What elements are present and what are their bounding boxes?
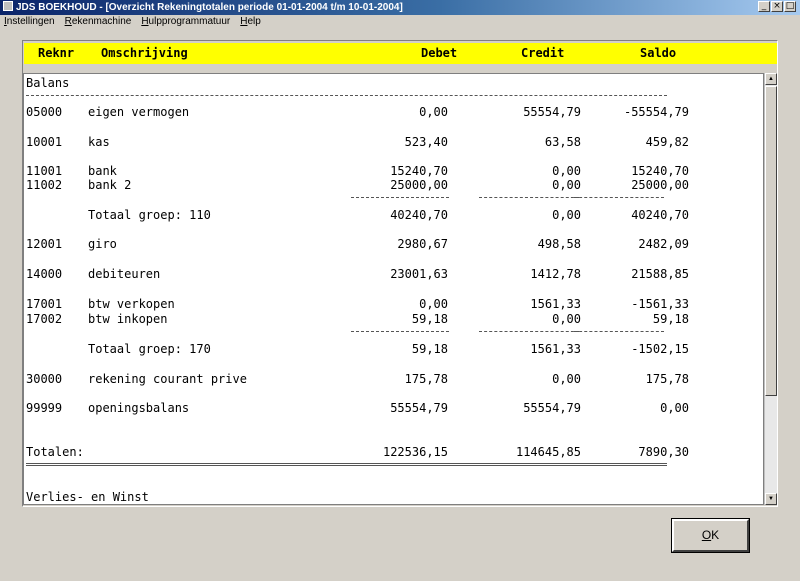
cell-reknr: 11001 <box>26 164 63 178</box>
cell-omschrijving: rekening courant prive <box>88 372 247 386</box>
table-row <box>24 372 764 387</box>
subtotal-row <box>24 342 764 357</box>
cell-reknr: 17002 <box>26 312 63 326</box>
table-row <box>24 401 764 416</box>
header-debet: Debet <box>421 46 458 60</box>
close-button[interactable]: × <box>771 1 783 12</box>
cell-credit: 55554,79 <box>523 401 581 415</box>
cell-credit: 55554,79 <box>523 105 581 119</box>
cell-reknr: 10001 <box>26 135 63 149</box>
ok-button[interactable]: OK <box>672 519 749 552</box>
cell-reknr: 17001 <box>26 297 63 311</box>
table-row <box>24 178 764 193</box>
totals-row <box>24 445 764 460</box>
cell-omschrijving: eigen vermogen <box>88 105 190 119</box>
scroll-down-icon[interactable]: ▼ <box>765 493 777 505</box>
app-icon <box>3 1 13 11</box>
subtotal-divider <box>351 331 449 332</box>
cell-debet: 59,18 <box>411 312 448 326</box>
cell-omschrijving: bank <box>88 164 117 178</box>
subtotal-divider <box>351 197 449 198</box>
table-row <box>24 164 764 179</box>
table-row <box>24 105 764 120</box>
cell-saldo: 0,00 <box>660 401 689 415</box>
cell-debet: 55554,79 <box>390 401 448 415</box>
cell-omschrijving: Totaal groep: 110 <box>88 208 211 222</box>
menu-hulpprogrammatuur[interactable]: Hulpprogrammatuur <box>141 16 231 27</box>
subtotal-divider <box>479 331 579 332</box>
subtotal-divider <box>574 331 664 332</box>
cell-credit: 0,00 <box>552 372 581 386</box>
table-row <box>24 267 764 282</box>
window-controls <box>758 1 796 12</box>
cell-saldo: 459,82 <box>645 135 689 149</box>
divider <box>26 95 667 96</box>
cell-saldo: 21588,85 <box>631 267 689 281</box>
cell-saldo: 25000,00 <box>631 178 689 192</box>
cell-reknr: 14000 <box>26 267 63 281</box>
cell-reknr: 05000 <box>26 105 63 119</box>
maximize-button[interactable]: □ <box>785 1 795 11</box>
cell-saldo: 40240,70 <box>631 208 689 222</box>
cell-saldo: 2482,09 <box>638 237 689 251</box>
cell-saldo: 59,18 <box>652 312 689 326</box>
header-credit: Credit <box>521 46 565 60</box>
cell-credit: 1561,33 <box>530 297 581 311</box>
cell-credit: 1412,78 <box>530 267 581 281</box>
cell-debet: 59,18 <box>411 342 448 356</box>
cell-credit: 0,00 <box>552 312 581 326</box>
subtotal-divider <box>479 197 579 198</box>
subtotal-divider <box>574 197 664 198</box>
cell-omschrijving: bank 2 <box>88 178 132 192</box>
section-balans: Balans <box>26 76 70 90</box>
scroll-up-icon[interactable]: ▲ <box>765 73 777 85</box>
column-header <box>24 43 777 64</box>
subtotal-row <box>24 208 764 223</box>
cell-debet: 25000,00 <box>390 178 448 192</box>
cell-credit: 63,58 <box>544 135 581 149</box>
cell-debet: 15240,70 <box>390 164 448 178</box>
scroll-thumb[interactable] <box>765 86 777 396</box>
cell-credit: 0,00 <box>552 164 581 178</box>
cell-reknr: 11002 <box>26 178 63 192</box>
cell-credit: 1561,33 <box>530 342 581 356</box>
cell-credit: 114645,85 <box>515 445 581 459</box>
cell-credit: 498,58 <box>537 237 581 251</box>
cell-debet: 122536,15 <box>382 445 448 459</box>
cell-credit: 0,00 <box>552 208 581 222</box>
menu-help[interactable]: Help <box>240 16 261 27</box>
header-reknr: Reknr <box>38 46 75 60</box>
cell-saldo: -55554,79 <box>623 105 689 119</box>
title-bar <box>0 0 800 15</box>
table-row <box>24 297 764 312</box>
cell-debet: 40240,70 <box>390 208 448 222</box>
cell-saldo: 7890,30 <box>638 445 689 459</box>
section-heading <box>24 76 764 91</box>
cell-debet: 0,00 <box>419 105 448 119</box>
menu-rekenmachine[interactable]: Rekenmachine <box>64 16 132 27</box>
cell-debet: 2980,67 <box>397 237 448 251</box>
cell-omschrijving: giro <box>88 237 117 251</box>
menu-bar <box>0 15 800 30</box>
cell-omschrijving: kas <box>88 135 110 149</box>
table-row <box>24 312 764 327</box>
cell-reknr: 12001 <box>26 237 63 251</box>
cell-debet: 523,40 <box>404 135 448 149</box>
cell-reknr: 30000 <box>26 372 63 386</box>
table-row <box>24 135 764 150</box>
cell-omschrijving: debiteuren <box>88 267 161 281</box>
cell-omschrijving: Totaal groep: 170 <box>88 342 211 356</box>
cell-saldo: -1561,33 <box>631 297 689 311</box>
totals-divider <box>26 463 667 466</box>
header-saldo: Saldo <box>640 46 677 60</box>
cell-omschrijving: openingsbalans <box>88 401 190 415</box>
cell-debet: 0,00 <box>419 297 448 311</box>
section-heading <box>24 490 764 505</box>
section-verlies-winst: Verlies- en Winst <box>26 490 149 504</box>
header-omschrijving: Omschrijving <box>101 46 188 60</box>
cell-omschrijving: btw verkopen <box>88 297 175 311</box>
window-title: JDS BOEKHOUD - [Overzicht Rekeningtotalen periode 01-01-2004 t/m 10-01-2004] <box>16 2 403 13</box>
cell-saldo: 175,78 <box>645 372 689 386</box>
totals-label: Totalen: <box>26 445 84 459</box>
cell-omschrijving: btw inkopen <box>88 312 168 326</box>
cell-debet: 23001,63 <box>390 267 448 281</box>
report-list[interactable] <box>23 73 764 505</box>
cell-saldo: 15240,70 <box>631 164 689 178</box>
cell-credit: 0,00 <box>552 178 581 192</box>
cell-reknr: 99999 <box>26 401 63 415</box>
cell-saldo: -1502,15 <box>631 342 689 356</box>
vertical-scrollbar[interactable] <box>764 73 777 505</box>
cell-debet: 175,78 <box>404 372 448 386</box>
minimize-button[interactable]: _ <box>758 1 770 12</box>
menu-instellingen[interactable]: Instellingen <box>4 16 55 27</box>
table-row <box>24 237 764 252</box>
